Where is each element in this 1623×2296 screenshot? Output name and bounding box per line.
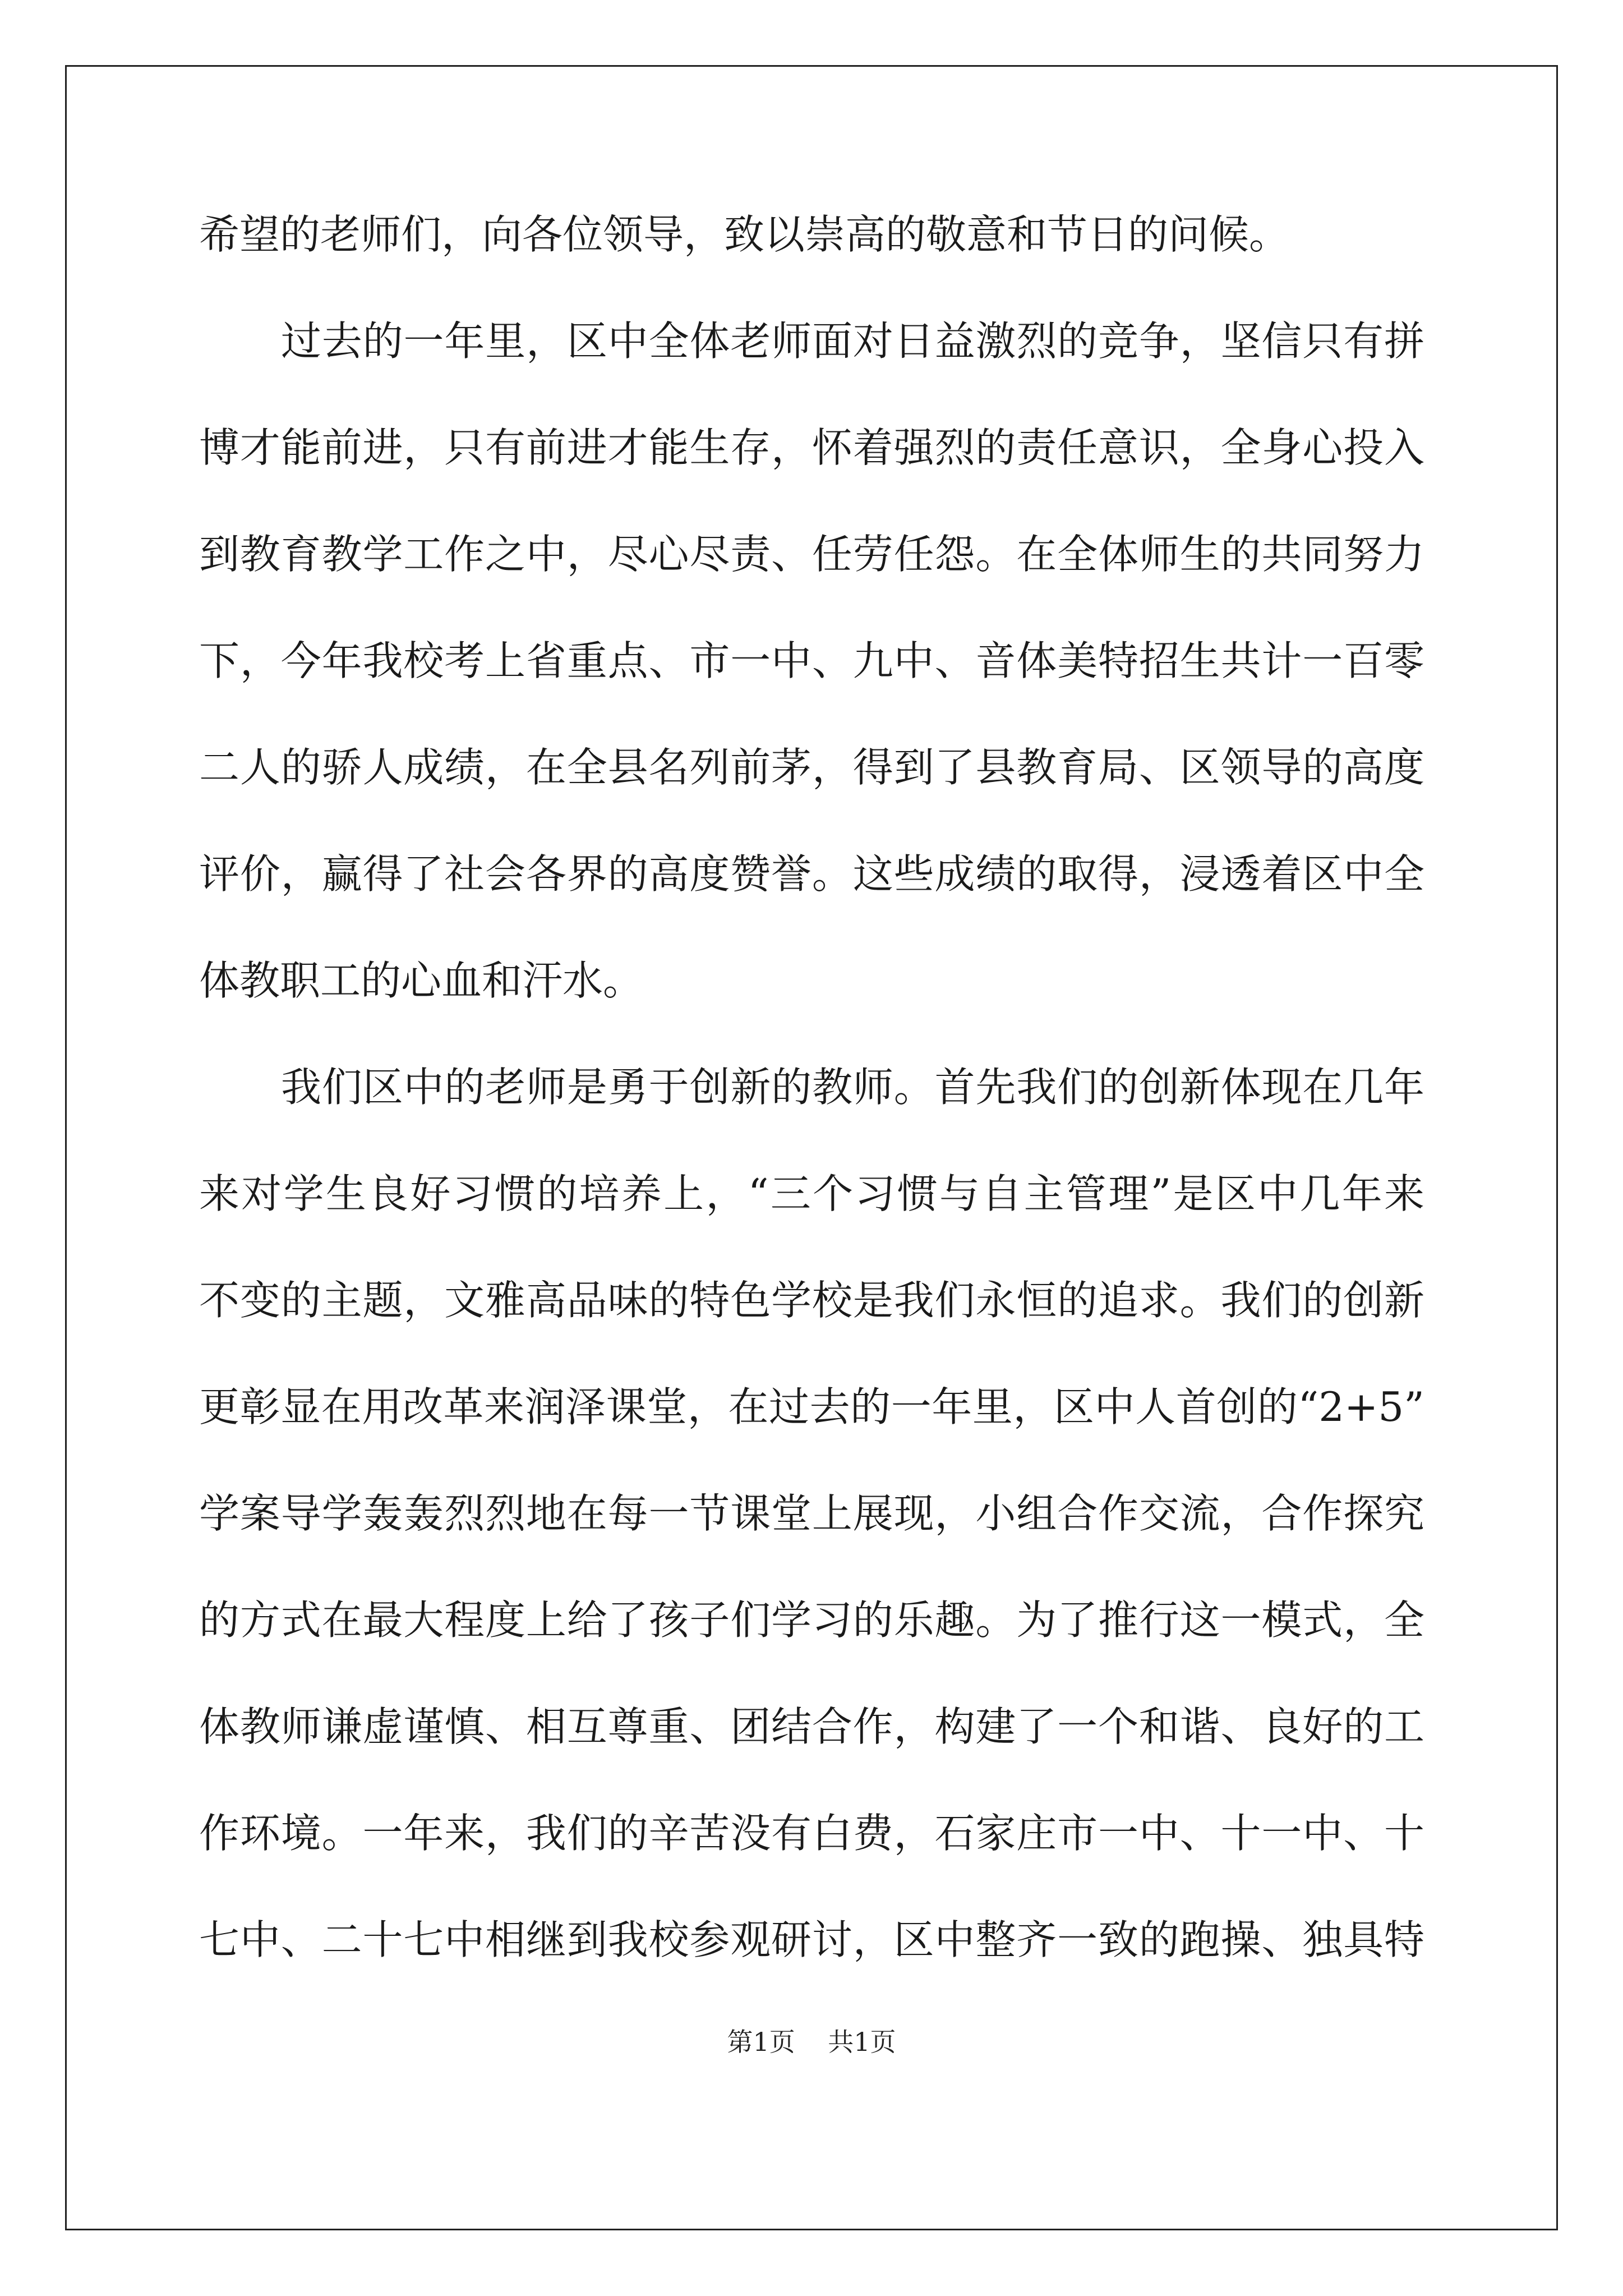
- text-line: 作环境。一年来，我们的辛苦没有白费，石家庄市一中、十一中、十: [199, 1813, 1424, 1857]
- text-line: 学案导学轰轰烈烈地在每一节课堂上展现，小组合作交流，合作探究: [199, 1493, 1424, 1537]
- text-line: 我们区中的老师是勇于创新的教师。首先我们的创新体现在几年: [281, 1067, 1424, 1111]
- text-line: 来对学生良好习惯的培养上，“三个习惯与自主管理”是区中几年来: [199, 1174, 1424, 1217]
- page-footer: [0, 2029, 1623, 2055]
- text-line: 的方式在最大程度上给了孩子们学习的乐趣。为了推行这一模式，全: [199, 1600, 1424, 1644]
- text-line: 过去的一年里，区中全体老师面对日益激烈的竞争，坚信只有拼: [281, 321, 1424, 365]
- text-line: 评价，赢得了社会各界的高度赞誉。这些成绩的取得，浸透着区中全: [199, 854, 1424, 898]
- page-number: 第1页: [727, 2027, 795, 2057]
- text-line: 下，今年我校考上省重点、市一中、九中、音体美特招生共计一百零: [199, 641, 1424, 684]
- text-line: 七中、二十七中相继到我校参观研讨，区中整齐一致的跑操、独具特: [199, 1920, 1424, 1963]
- page-total: 共1页: [828, 2027, 896, 2057]
- document-body: [199, 214, 1424, 2026]
- text-line: 二人的骄人成绩，在全县名列前茅，得到了县教育局、区领导的高度: [199, 747, 1424, 791]
- text-line: 到教育教学工作之中，尽心尽责、任劳任怨。在全体师生的共同努力: [199, 534, 1424, 578]
- text-line: 体教师谦虚谨慎、相互尊重、团结合作，构建了一个和谐、良好的工: [199, 1706, 1424, 1750]
- text-line: 更彰显在用改革来润泽课堂，在过去的一年里，区中人首创的“2+5”: [199, 1387, 1424, 1430]
- text-line: 希望的老师们，向各位领导，致以崇高的敬意和节日的问候。: [199, 214, 1290, 258]
- text-line: 博才能前进，只有前进才能生存，怀着强烈的责任意识，全身心投入: [199, 427, 1424, 471]
- text-line: 不变的主题，文雅高品味的特色学校是我们永恒的追求。我们的创新: [199, 1280, 1424, 1324]
- text-line: 体教职工的心血和汗水。: [199, 960, 644, 1004]
